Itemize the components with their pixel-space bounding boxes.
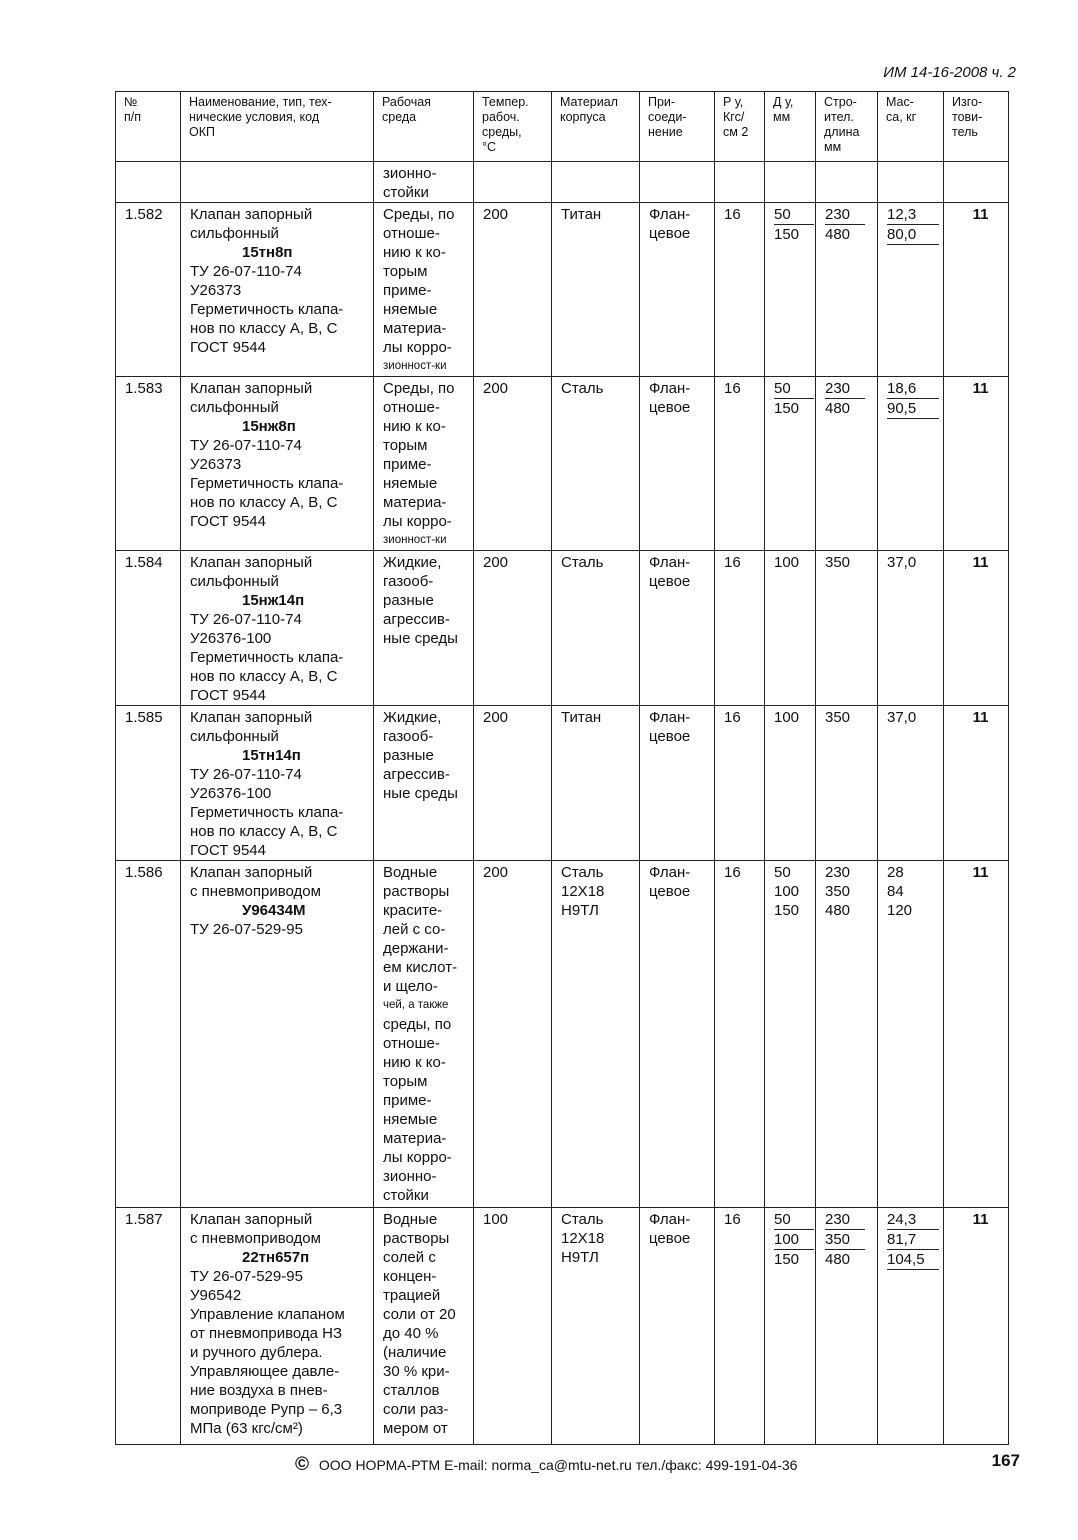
header-mass: Мас- са, кг [878, 92, 944, 162]
row-length: 230 350 480 [816, 1208, 878, 1445]
row-connection: Флан- цевое [640, 706, 715, 861]
row-media: Среды, по отноше- нию к ко- торым приме- няемые материа- лы корро- зионност-ки [374, 377, 474, 551]
row-maker: 11 [944, 861, 1009, 1208]
row-mass: 28 84 120 [878, 861, 944, 1208]
table-row [116, 1208, 1009, 1445]
row-dn: 100 [765, 551, 816, 706]
row-number: 1.586 [116, 861, 181, 1208]
row-number: 1.582 [116, 203, 181, 377]
row-pressure: 16 [715, 551, 765, 706]
header-temp: Темпер. рабоч. среды, °С [474, 92, 552, 162]
row-material: Сталь 12Х18 Н9ТЛ [552, 861, 640, 1208]
row-connection: Флан- цевое [640, 861, 715, 1208]
row-model: 22тн657п [242, 1249, 310, 1266]
row-number: 1.584 [116, 551, 181, 706]
document-reference: ИМ 14-16-2008 ч. 2 [883, 64, 1016, 81]
table-row [116, 203, 1009, 377]
continuation-media: зионно- стойки [374, 162, 474, 203]
row-maker: 11 [944, 551, 1009, 706]
row-temp: 200 [474, 706, 552, 861]
header-num: № п/п [116, 92, 181, 162]
row-material: Титан [552, 706, 640, 861]
row-mass: 37,0 [878, 706, 944, 861]
row-temp: 200 [474, 551, 552, 706]
table-row [116, 706, 1009, 861]
header-material: Материал корпуса [552, 92, 640, 162]
row-media: Водные растворы красите- лей с со- держани- ем кислот- и щело- чей, а также среды, по отноше- нию к ко- торым приме- няемые материа- лы корро- зионно- стойки [374, 861, 474, 1208]
row-maker: 11 [944, 706, 1009, 861]
header-name: Наименование, тип, тех- нические условия, код ОКП [181, 92, 374, 162]
row-length: 350 [816, 706, 878, 861]
row-model: 15нж8п [242, 418, 296, 435]
row-media: Жидкие, газооб- разные агрессив- ные среды [374, 706, 474, 861]
copyright-icon: © [295, 1454, 309, 1475]
row-model: У96434М [242, 902, 306, 919]
row-length: 350 [816, 551, 878, 706]
row-connection: Флан- цевое [640, 1208, 715, 1445]
row-maker: 11 [944, 377, 1009, 551]
row-dn: 50 150 [765, 203, 816, 377]
footer [295, 1454, 797, 1476]
header-pressure: Р у, Кгс/ см 2 [715, 92, 765, 162]
row-temp: 200 [474, 861, 552, 1208]
row-dn: 50 150 [765, 377, 816, 551]
table-header-row [116, 92, 1009, 162]
row-model: 15тн14п [242, 747, 301, 764]
row-mass: 24,3 81,7 104,5 [878, 1208, 944, 1445]
header-length: Стро- ител. длина мм [816, 92, 878, 162]
header-dn: Д у, мм [765, 92, 816, 162]
row-media: Жидкие, газооб- разные агрессив- ные среды [374, 551, 474, 706]
row-name: Клапан запорный с пневмоприводом У96434М ТУ 26-07-529-95 [181, 861, 374, 1208]
page-number: 167 [991, 1451, 1020, 1470]
row-number: 1.585 [116, 706, 181, 861]
table-row [116, 551, 1009, 706]
row-length: 230 350 480 [816, 861, 878, 1208]
row-model: 15тн8п [242, 244, 293, 261]
row-connection: Флан- цевое [640, 377, 715, 551]
row-connection: Флан- цевое [640, 203, 715, 377]
row-name: Клапан запорный сильфонный 15нж8п ТУ 26-07-110-74 У26373 Герметичность клапа- нов по классу А, В, С ГОСТ 9544 [181, 377, 374, 551]
row-pressure: 16 [715, 1208, 765, 1445]
row-dn: 100 [765, 706, 816, 861]
valves-table [115, 91, 1009, 1445]
row-model: 15нж14п [242, 592, 305, 609]
row-mass: 37,0 [878, 551, 944, 706]
footer-text: ООО НОРМА-РТМ E-mail: norma_ca@mtu-net.ru тел./факс: 499-191-04-36 [318, 1457, 798, 1473]
row-temp: 100 [474, 1208, 552, 1445]
continuation-row [116, 162, 1009, 203]
row-pressure: 16 [715, 203, 765, 377]
row-name: Клапан запорный с пневмоприводом 22тн657п ТУ 26-07-529-95 У96542 Управление клапаном от пневмопривода НЗ и ручного дублера. Управляющее давле- ние воздуха в пнев- моприводе Pупр – 6,3 МПа (63 кгс/см²) [181, 1208, 374, 1445]
row-name: Клапан запорный сильфонный 15тн8п ТУ 26-07-110-74 У26373 Герметичность клапа- нов по классу А, В, С ГОСТ 9544 [181, 203, 374, 377]
row-name: Клапан запорный сильфонный 15тн14п ТУ 26-07-110-74 У26376-100 Герметичность клапа- нов по классу А, В, С ГОСТ 9544 [181, 706, 374, 861]
table-row [116, 861, 1009, 1208]
row-connection: Флан- цевое [640, 551, 715, 706]
row-media: Водные растворы солей с концен- трацией соли от 20 до 40 % (наличие 30 % кри- сталлов соли раз- мером от [374, 1208, 474, 1445]
row-pressure: 16 [715, 861, 765, 1208]
row-number: 1.587 [116, 1208, 181, 1445]
row-dn: 50 100 150 [765, 861, 816, 1208]
header-media: Рабочая среда [374, 92, 474, 162]
row-material: Сталь [552, 551, 640, 706]
header-maker: Изго- тови- тель [944, 92, 1009, 162]
row-dn: 50 100 150 [765, 1208, 816, 1445]
row-pressure: 16 [715, 377, 765, 551]
row-material: Сталь 12Х18 Н9ТЛ [552, 1208, 640, 1445]
row-mass: 12,3 80,0 [878, 203, 944, 377]
header-connection: При- соеди- нение [640, 92, 715, 162]
row-length: 230 480 [816, 203, 878, 377]
row-length: 230 480 [816, 377, 878, 551]
row-material: Титан [552, 203, 640, 377]
row-temp: 200 [474, 377, 552, 551]
row-name: Клапан запорный сильфонный 15нж14п ТУ 26-07-110-74 У26376-100 Герметичность клапа- нов по классу А, В, С ГОСТ 9544 [181, 551, 374, 706]
row-temp: 200 [474, 203, 552, 377]
row-mass: 18,6 90,5 [878, 377, 944, 551]
row-maker: 11 [944, 1208, 1009, 1445]
row-material: Сталь [552, 377, 640, 551]
table-row [116, 377, 1009, 551]
row-number: 1.583 [116, 377, 181, 551]
row-maker: 11 [944, 203, 1009, 377]
row-pressure: 16 [715, 706, 765, 861]
row-media: Среды, по отноше- нию к ко- торым приме- няемые материа- лы корро- зионност-ки [374, 203, 474, 377]
